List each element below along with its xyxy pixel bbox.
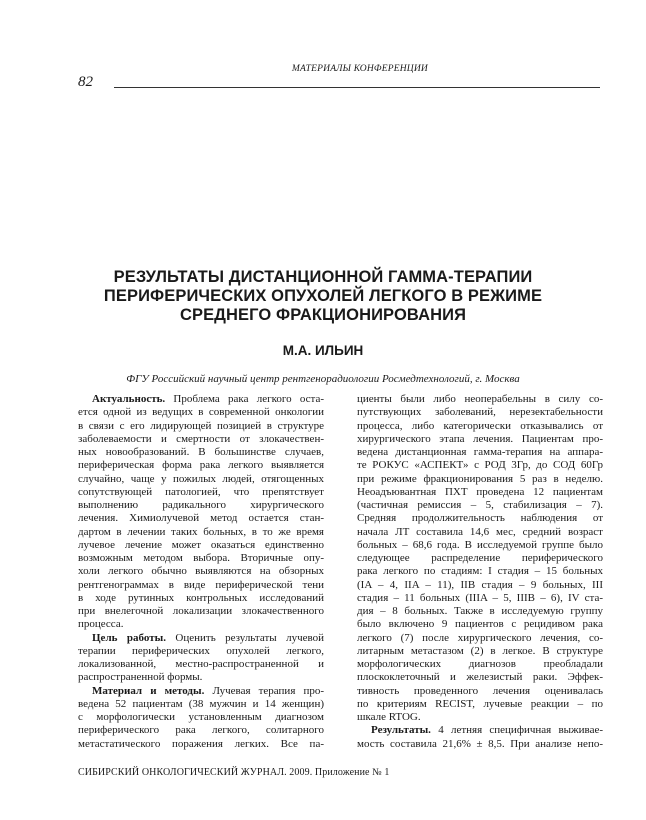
text-line: распространенной формы.: [78, 671, 203, 684]
paragraph-methods-continued: [357, 393, 603, 724]
text-line: лучевое лечение может оказаться единственно: [78, 538, 324, 551]
text-line: те РОКУС «АСПЕКТ» с РОД 3Гр, до СОД 60Гр: [357, 459, 603, 472]
text-line: начала ЛТ составила 14,6 мес, средний возраст: [357, 525, 603, 538]
text-line: выполнению радикального хирургического: [78, 499, 324, 511]
page-number: 82: [78, 74, 93, 90]
section-label-methods: Материал и методы.: [92, 684, 205, 697]
author-affiliation: ФГУ Российский научный центр рентгенорадиологии Росмедтехнологий, г. Москва: [126, 373, 520, 385]
text-line: Средняя продолжительность наблюдения от: [357, 512, 603, 525]
text-line: ведена 52 пациентам (38 мужчин и 14 женщин): [78, 697, 324, 710]
text-line: заболеваемости и смертности от злокачествен-: [78, 432, 324, 445]
section-label-aim: Цель работы.: [92, 631, 166, 644]
text-line: шкале RTOG.: [357, 711, 421, 723]
article-title: [60, 268, 586, 325]
text-line: при режиме фракционирования 5 раз в неделю.: [357, 472, 603, 485]
text-line: больных – 68,6 года. В исследуемой группе было: [357, 538, 603, 551]
text-line: дия – 8 больных. Также в исследуемую группу: [357, 605, 603, 617]
section-label-relevance: Актуальность.: [92, 393, 166, 405]
text-line: литарным метастазом (2) в легкое. В структуре: [357, 644, 603, 657]
text-line: морфологических диагнозов преобладали: [357, 658, 603, 670]
paragraph-aim: [78, 632, 324, 685]
text-line: в ходе рутинных контрольных исследований: [78, 591, 324, 604]
text-line: Результаты. 4 летняя специфичная выживае-: [371, 724, 603, 737]
text-line: процесса.: [78, 618, 124, 631]
text-line: при внелегочной локализации злокачественного: [78, 605, 324, 617]
text-line: следующее распределение периферического: [357, 552, 603, 564]
left-column: [78, 393, 324, 751]
text-line: (IA – 4, IIA – 11), IIB стадия – 9 больных, III: [357, 578, 603, 591]
text-line: легкого (7) после хирургического лечения, со-: [357, 631, 603, 644]
title-line: РЕЗУЛЬТАТЫ ДИСТАНЦИОННОЙ ГАММА-ТЕРАПИИ: [113, 268, 533, 286]
text-line: случайно, чаще у пожилых людей, отягощенных: [78, 472, 324, 485]
text-line: с морфологически установленным диагнозом: [78, 711, 324, 723]
header-rule: [114, 87, 600, 88]
paragraph-results: [357, 724, 603, 751]
text-line: по критериям RECIST, лучевые реакции – по: [357, 697, 603, 710]
text-line: холи легкого обычно выявляются на обзорных: [78, 565, 324, 578]
text-line: локализованной, местно-распространенной и: [78, 658, 324, 670]
text-line: плоскоклеточный и железистый раки. Эффек-: [357, 671, 603, 684]
text-line: хирургического этапа лечения. Пациентам про-: [357, 432, 603, 445]
text-line: Цель работы. Оценить результаты лучевой: [92, 631, 324, 644]
text-line: рентгенограммах в виде периферической тени: [78, 578, 324, 591]
text-line: было включено 9 пациентов с рецидивом рака: [357, 618, 603, 631]
text-line: тивность проведенного лечения оценивалась: [357, 684, 603, 697]
text-line: Материал и методы. Лучевая терапия про-: [92, 684, 325, 697]
right-column: [357, 393, 603, 751]
text-line: мость составила 21,6% ± 8,5. При анализе непо-: [357, 737, 603, 750]
text-line: сопутствующей патологией, что препятствует: [78, 485, 324, 498]
paragraph-relevance: [78, 393, 324, 632]
section-label-results: Результаты.: [371, 724, 431, 737]
text-line: возможным методом выбора. Вторичные опу-: [78, 552, 324, 564]
text-line: периферическая форма рака легкого выявляется: [78, 459, 324, 472]
text-line: в связи с его лидирующей позицией в структуре: [78, 419, 324, 432]
text-line: стадия – 11 больных (IIIA – 5, IIIB – 6), IV ста-: [357, 591, 603, 604]
text-line: лечения. Химиолучевой метод остается стан-: [78, 512, 324, 525]
text-line: Актуальность. Проблема рака легкого оста-: [92, 393, 324, 405]
text-line: дартом в лечении таких больных, в то же время: [78, 525, 324, 538]
text-line: (частичная ремиссия – 5, стабилизация – 7).: [357, 499, 603, 511]
running-title: МАТЕРИАЛЫ КОНФЕРЕНЦИИ: [291, 64, 428, 74]
title-line: ПЕРИФЕРИЧЕСКИХ ОПУХОЛЕЙ ЛЕГКОГО В РЕЖИМЕ: [103, 287, 543, 305]
journal-footer: СИБИРСКИЙ ОНКОЛОГИЧЕСКИЙ ЖУРНАЛ. 2009. Приложение № 1: [78, 767, 390, 778]
running-header: [78, 62, 600, 92]
text-line: Неоадъювантная ПХТ проведена 12 пациентам: [357, 485, 603, 498]
paragraph-methods: [78, 685, 324, 751]
text-line: процесса, либо категорически отказывались от: [357, 419, 603, 432]
text-line: путствующих заболеваний, нерезектабельности: [357, 406, 603, 419]
text-line: циенты были либо неоперабельны в силу со-: [357, 393, 603, 405]
author-name: М.А. ИЛЬИН: [282, 343, 364, 358]
text-line: терапии периферических опухолей легкого,: [78, 644, 324, 657]
text-line: рака легкого по стадиям: I стадия – 15 больных: [357, 565, 603, 578]
title-line: СРЕДНЕГО ФРАКЦИОНИРОВАНИЯ: [179, 306, 467, 324]
text-line: ется одной из ведущих в современной онкологии: [78, 406, 324, 419]
text-line: ных новообразований. В большинстве случаев,: [78, 446, 324, 458]
text-line: метастатического поражения легких. Все па-: [78, 737, 324, 750]
text-line: ведена дистанционная гамма-терапия на аппара-: [357, 446, 603, 458]
text-line: периферического рака легкого, солитарного: [78, 724, 324, 737]
